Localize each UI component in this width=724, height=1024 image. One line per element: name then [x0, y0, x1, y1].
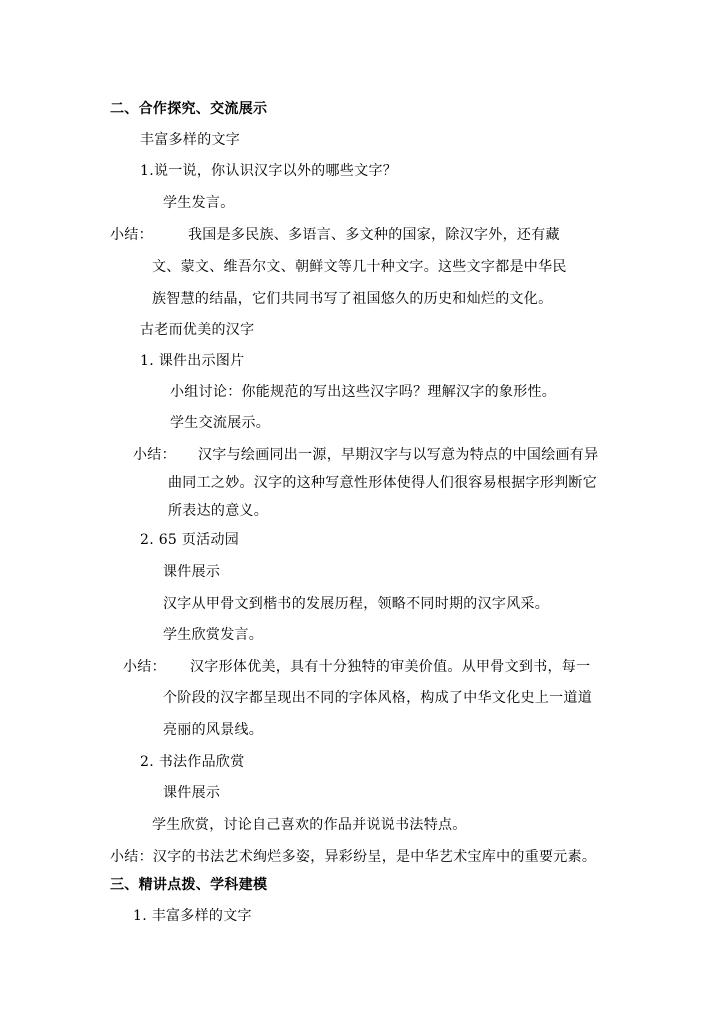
section-heading-2: 二、合作探究、交流展示 [110, 101, 268, 117]
evolution-text: 汉字从甲骨文到楷书的发展历程，领略不同时期的汉字风采。 [163, 596, 550, 612]
summary-1-label: 小结： [110, 227, 153, 243]
student-speak: 学生发言。 [163, 195, 235, 211]
summary-2-line-1: 汉字与绘画同出一源，早期汉字与以写意为特点的中国绘画有异 [198, 447, 599, 463]
summary-1-line-2: 文、蒙文、维吾尔文、朝鲜文等几十种文字。这些文字都是中华民 [152, 259, 567, 275]
summary-2-label: 小结： [133, 447, 176, 463]
section-heading-3: 三、精讲点拨、学科建模 [110, 877, 268, 893]
item-2-calligraphy: 2. 书法作品欣赏 [140, 754, 245, 770]
subheading-ancient-chinese: 古老而优美的汉字 [140, 322, 255, 338]
question-1: 1.说一说，你认识汉字以外的哪些文字？ [140, 163, 398, 179]
summary-2-line-3: 所表达的意义。 [168, 503, 269, 519]
subheading-rich-scripts: 丰富多样的文字 [140, 132, 241, 148]
item-2-activity: 2. 65 页活动园 [140, 532, 240, 548]
summary-3-label: 小结： [123, 659, 166, 675]
student-exchange: 学生交流展示。 [170, 415, 271, 431]
student-discuss: 学生欣赏，讨论自己喜欢的作品并说说书法特点。 [152, 817, 467, 833]
summary-1-line-1: 我国是多民族、多语言、多文种的国家，除汉字外，还有藏 [188, 227, 560, 243]
courseware-show-1: 课件展示 [163, 564, 221, 580]
courseware-show-2: 课件展示 [163, 785, 221, 801]
item-1-show-pictures: 1. 课件出示图片 [140, 353, 245, 369]
summary-4: 小结：汉字的书法艺术绚烂多姿，异彩纷呈，是中华艺术宝库中的重要元素。 [110, 849, 597, 865]
item-1-rich-scripts: 1. 丰富多样的文字 [133, 908, 252, 924]
summary-3-line-3: 亮丽的风景线。 [163, 722, 264, 738]
summary-3-line-1: 汉字形体优美，具有十分独特的审美价值。从甲骨文到书，每一 [190, 659, 591, 675]
summary-1-line-3: 族智慧的结晶，它们共同书写了祖国悠久的历史和灿烂的文化。 [152, 291, 553, 307]
summary-3-line-2: 个阶段的汉字都呈现出不同的字体风格，构成了中华文化史上一道道 [163, 690, 592, 706]
group-discussion: 小组讨论：你能规范的写出这些汉字吗？理解汉字的象形性。 [170, 384, 557, 400]
summary-2-line-2: 曲同工之妙。汉字的这种写意性形体使得人们很容易根据字形判断它 [168, 475, 597, 491]
student-appreciate: 学生欣赏发言。 [163, 627, 264, 643]
